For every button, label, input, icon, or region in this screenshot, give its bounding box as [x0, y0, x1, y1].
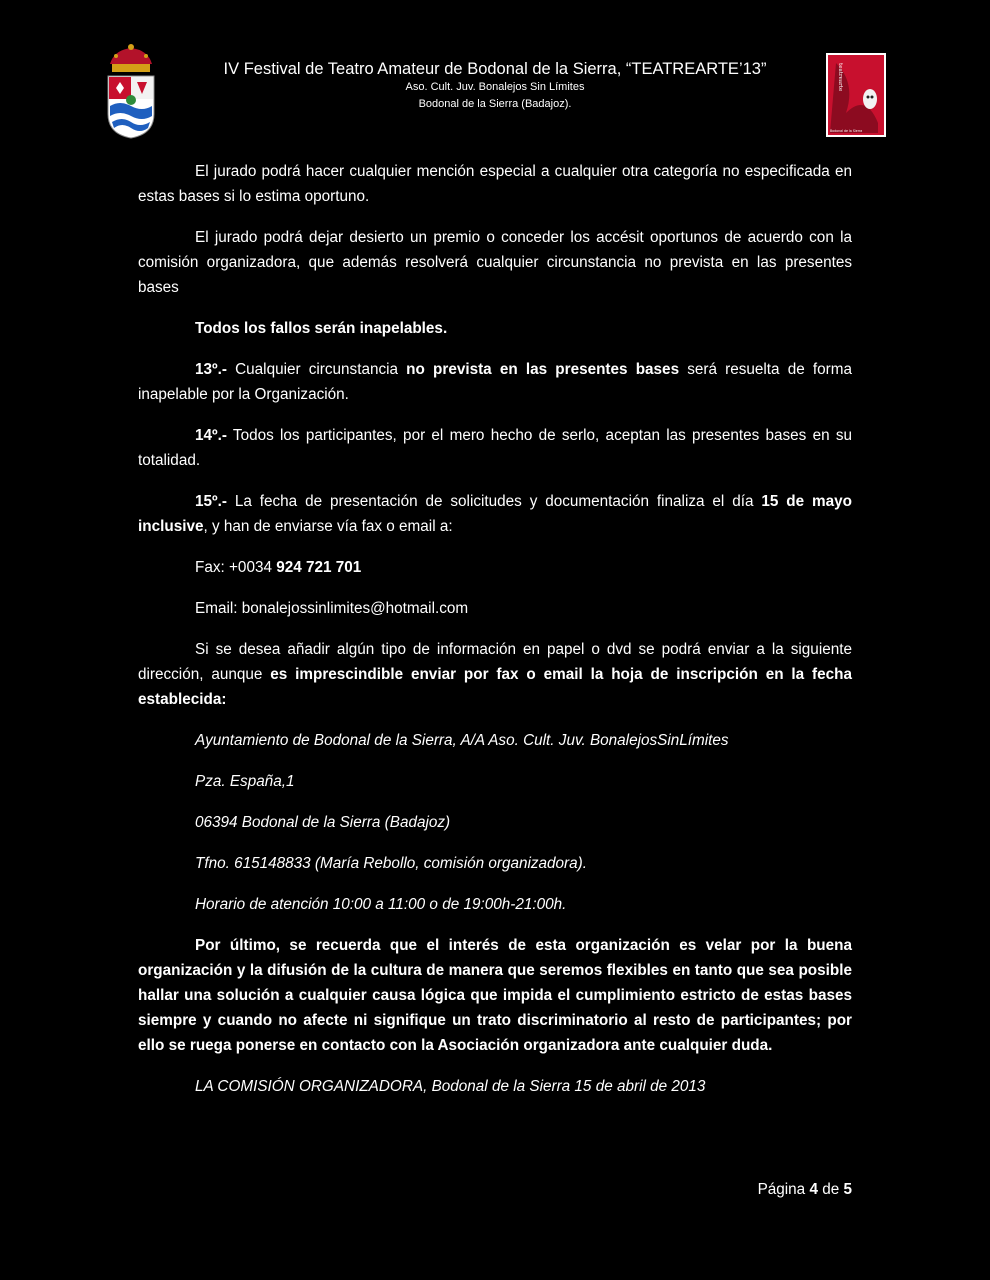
- of-label: de: [817, 1181, 844, 1198]
- fax-line: [138, 555, 852, 580]
- address-line-1: Ayuntamiento de Bodonal de la Sierra, A/A Aso. Cult. Juv. BonalejosSinLímites: [195, 732, 729, 749]
- signature-line: LA COMISIÓN ORGANIZADORA, Bodonal de la Sierra 15 de abril de 2013: [195, 1078, 706, 1095]
- association-name: Aso. Cult. Juv. Bonalejos Sin Límites: [405, 81, 585, 93]
- email-line: Email: bonalejossinlimites@hotmail.com: [195, 600, 469, 617]
- page-number: [758, 1177, 852, 1202]
- paragraph-special-mention: El jurado podrá hacer cualquier mención especial a cualquier otra categoría no especificada en estas bases si lo estima oportuno.: [138, 163, 852, 205]
- deadline-date: 15 de mayo inclusive: [138, 493, 852, 535]
- page-label: Página: [757, 1181, 810, 1198]
- document-body: [138, 159, 852, 1115]
- paragraph-postal-info: [138, 637, 852, 712]
- fax-number: 924 721 701: [276, 559, 362, 576]
- festival-poster-icon: [826, 53, 886, 137]
- postal-emphasis: es imprescindible enviar por fax o email la hoja de inscripción en la fecha establecida:: [138, 666, 852, 708]
- rule-text: , y han de enviarse vía fax o email a:: [203, 518, 453, 535]
- paragraph-final-decisions: Todos los fallos serán inapelables.: [195, 320, 448, 337]
- rule-number: 13º.-: [195, 361, 227, 378]
- rule-13: [138, 357, 852, 407]
- postal-text: Si se desea añadir algún tipo de información en papel o dvd se podrá enviar a la siguiente dirección, aunque: [138, 641, 852, 683]
- current-page: 4: [809, 1181, 818, 1198]
- address-line-3: 06394 Bodonal de la Sierra (Badajoz): [195, 814, 451, 831]
- coat-of-arms-icon: [104, 44, 158, 140]
- rule-number: 15º.-: [195, 493, 227, 510]
- total-pages: 5: [843, 1181, 852, 1198]
- rule-text: Cualquier circunstancia: [226, 361, 407, 378]
- rule-text: será resuelta de forma inapelable por la Organización.: [138, 361, 852, 403]
- rule-14: [138, 423, 852, 473]
- office-hours-line: Horario de atención 10:00 a 11:00 o de 19:00h-21:00h.: [195, 896, 567, 913]
- rule-text: Todos los participantes, por el mero hecho de serlo, aceptan las presentes bases en su totalidad.: [138, 427, 852, 469]
- location-line: Bodonal de la Sierra (Badajoz).: [418, 98, 572, 110]
- paragraph-prize-deserted: El jurado podrá dejar desierto un premio o conceder los accésit oportunos de acuerdo con la comisión organizadora, que además resolverá cualquier circunstancia no prevista en las presentes bases: [138, 229, 852, 296]
- poster-caption: Bodonal de la Sierra: [830, 129, 863, 133]
- rule-15: [138, 489, 852, 539]
- address-line-2: Pza. España,1: [195, 773, 295, 790]
- fax-label: Fax: +0034: [195, 559, 277, 576]
- phone-line: Tfno. 615148833 (María Rebollo, comisión organizadora).: [195, 855, 587, 872]
- document-title: IV Festival de Teatro Amateur de Bodonal de la Sierra, “TEATREARTE’13”: [223, 60, 767, 78]
- rule-number: 14º.-: [195, 427, 227, 444]
- rule-text: La fecha de presentación de solicitudes y documentación finaliza el día: [226, 493, 762, 510]
- closing-paragraph: Por último, se recuerda que el interés de esta organización es velar por la buena organización y la difusión de la cultura de manera que seremos flexibles en tanto que sea posible hallar una solución a cualquier causa lógica que impida el cumplimiento estricto de estas bases siempre y cuando no afecte ni signifique un trato discriminatorio al resto de participantes; por ello se ruega ponerse en contacto con la Asociación organizadora ante cualquier duda.: [138, 937, 852, 1054]
- rule-emphasis: no prevista en las presentes bases: [406, 361, 680, 378]
- poster-title: teatrearte: [837, 63, 843, 92]
